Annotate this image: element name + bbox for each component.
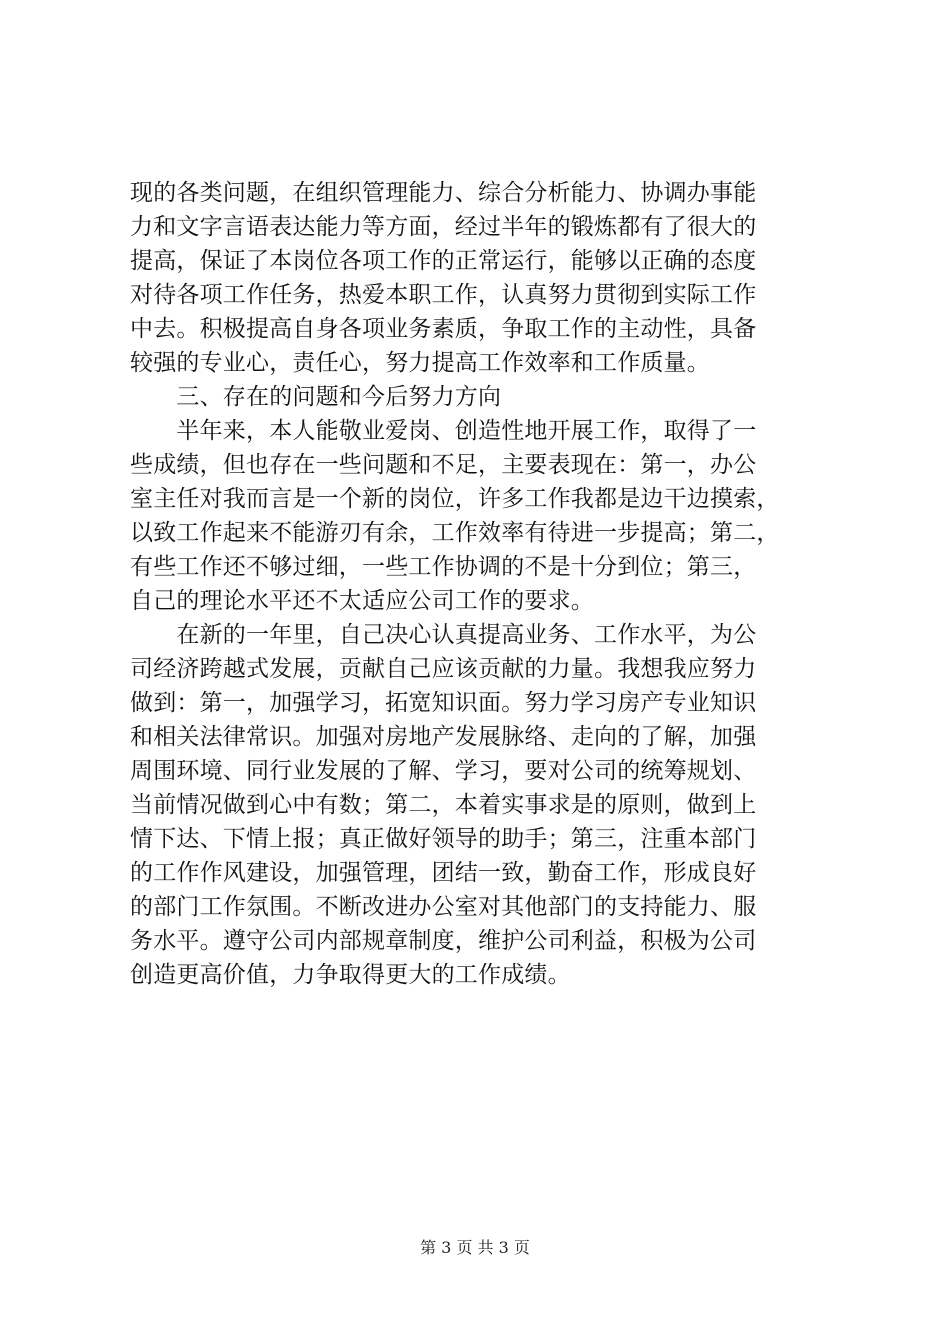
text-line: 对待各项工作任务，热爱本职工作，认真努力贯彻到实际工作: [130, 282, 757, 308]
text-line: 的部门工作氛围。不断改进办公室对其他部门的支持能力、服: [130, 894, 757, 920]
text-line: 在新的一年里，自己决心认真提高业务、工作水平，为公: [130, 622, 757, 648]
text-line: 些成绩，但也存在一些问题和不足，主要表现在：第一，办公: [130, 452, 757, 478]
page-number: 第 3 页 共 3 页: [420, 1238, 530, 1257]
text-line: 自己的理论水平还不太适应公司工作的要求。: [130, 588, 594, 614]
text-line: 创造更高价值，力争取得更大的工作成绩。: [130, 962, 571, 988]
text-line: 司经济跨越式发展，贡献自己应该贡献的力量。我想我应努力: [130, 656, 757, 682]
text-line: 室主任对我而言是一个新的岗位，许多工作我都是边干边摸索，: [130, 486, 780, 512]
text-line: 较强的专业心，责任心，努力提高工作效率和工作质量。: [130, 350, 710, 376]
text-line: 和相关法律常识。加强对房地产发展脉络、走向的了解，加强: [130, 724, 757, 750]
text-line: 周围环境、同行业发展的了解、学习，要对公司的统筹规划、: [130, 758, 757, 784]
text-line: 当前情况做到心中有数；第二，本着实事求是的原则，做到上: [130, 792, 757, 818]
text-line: 做到：第一，加强学习，拓宽知识面。努力学习房产专业知识: [130, 690, 757, 716]
text-line: 有些工作还不够过细，一些工作协调的不是十分到位；第三，: [130, 554, 757, 580]
text-line: 力和文字言语表达能力等方面，经过半年的锻炼都有了很大的: [130, 214, 757, 240]
text-line: 半年来，本人能敬业爱岗、创造性地开展工作，取得了一: [130, 418, 757, 444]
text-line: 务水平。遵守公司内部规章制度，维护公司利益，积极为公司: [130, 928, 757, 954]
document-body: [130, 176, 830, 992]
text-line: 的工作作风建设，加强管理，团结一致，勤奋工作，形成良好: [130, 860, 757, 886]
text-line: 情下达、下情上报；真正做好领导的助手；第三，注重本部门: [130, 826, 757, 852]
text-line: 中去。积极提高自身各项业务素质，争取工作的主动性，具备: [130, 316, 757, 342]
text-line: 提高，保证了本岗位各项工作的正常运行，能够以正确的态度: [130, 248, 757, 274]
text-line: 以致工作起来不能游刃有余，工作效率有待进一步提高；第二，: [130, 520, 780, 546]
page-footer: [0, 1238, 950, 1258]
text-line: 现的各类问题，在组织管理能力、综合分析能力、协调办事能: [130, 180, 757, 206]
section-heading: 三、存在的问题和今后努力方向: [130, 384, 502, 410]
